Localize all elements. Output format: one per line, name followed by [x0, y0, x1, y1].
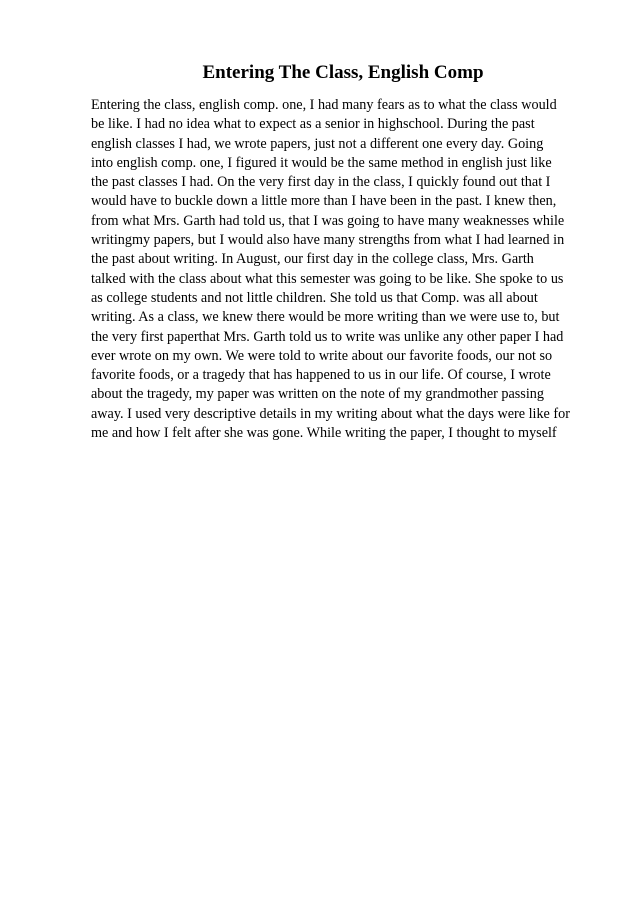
body-line: english classes I had, we wrote papers, just not a different one every day. Going: [91, 135, 544, 152]
body-line: the past about writing. In August, our first day in the college class, Mrs. Garth: [91, 251, 534, 268]
body-line: talked with the class about what this semester was going to be like. She spoke to us: [91, 270, 564, 287]
body-line: as college students and not little children. She told us that Comp. was all about: [91, 289, 538, 306]
body-line: writingmy papers, but I would also have many strengths from what I had learned in: [91, 232, 565, 249]
body-line: would have to buckle down a little more than I have been in the past. I knew then,: [91, 193, 557, 210]
body-line: the past classes I had. On the very first day in the class, I quickly found out that I: [91, 174, 551, 191]
body-line: Entering the class, english comp. one, I had many fears as to what the class would: [91, 97, 557, 113]
body-line: from what Mrs. Garth had told us, that I was going to have many weaknesses while: [91, 212, 565, 229]
body-line: about the tragedy, my paper was written on the note of my grandmother passing: [91, 386, 544, 403]
body-line: be like. I had no idea what to expect as a senior in highschool. During the past: [91, 116, 535, 133]
body-line: the very first paperthat Mrs. Garth told us to write was unlike any other paper I had: [91, 328, 564, 345]
body-line: into english comp. one, I figured it would be the same method in english just like: [91, 154, 552, 171]
body-line: writing. As a class, we knew there would be more writing than we were use to, but: [91, 309, 560, 326]
body-line: ever wrote on my own. We were told to write about our favorite foods, our not so: [91, 347, 553, 364]
body-line: me and how I felt after she was gone. While writing the paper, I thought to myself: [91, 425, 557, 442]
body-line: favorite foods, or a tragedy that has happened to us in our life. Of course, I wrote: [91, 367, 551, 384]
document-body: [91, 96, 591, 443]
body-line: away. I used very descriptive details in my writing about what the days were like for: [91, 405, 570, 422]
document-title: Entering The Class, English Comp: [202, 62, 484, 83]
